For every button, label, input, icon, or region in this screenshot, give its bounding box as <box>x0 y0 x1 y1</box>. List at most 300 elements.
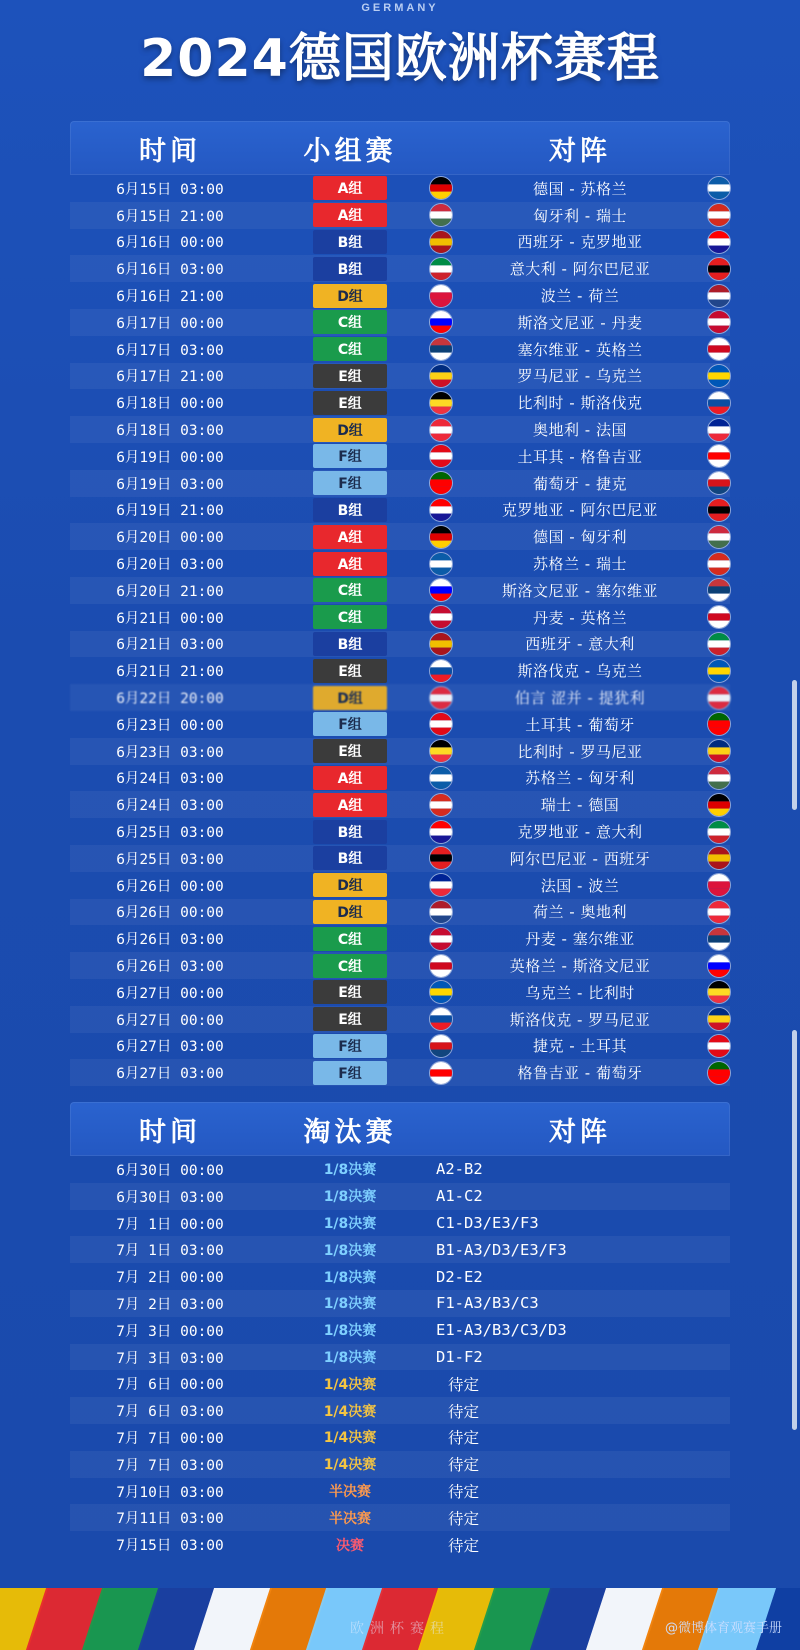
group-badge-cell <box>270 444 430 468</box>
group-badge: A组 <box>313 176 387 200</box>
match-teams: 比利时 - 罗马尼亚 <box>517 742 643 761</box>
table-row[interactable] <box>70 577 730 604</box>
stage-label: 1/8决赛 <box>323 1216 377 1233</box>
stage-label: 1/8决赛 <box>323 1162 377 1179</box>
match-time: 6月21日 03:00 <box>116 637 224 654</box>
match-cell <box>430 258 730 280</box>
flag-icon-home <box>430 579 452 601</box>
match-time: 6月15日 03:00 <box>116 181 224 198</box>
match-time: 6月24日 03:00 <box>116 771 224 788</box>
match-teams: 乌克兰 - 比利时 <box>525 983 635 1002</box>
group-badge-cell <box>270 418 430 442</box>
group-badge-cell <box>270 739 430 763</box>
table-row[interactable] <box>70 416 730 443</box>
table-row[interactable] <box>70 1451 730 1478</box>
match-teams: 波兰 - 荷兰 <box>540 287 620 306</box>
flag-icon-away <box>708 579 730 601</box>
flag-icon-home <box>430 499 452 521</box>
flag-icon-away <box>708 928 730 950</box>
match-time: 6月27日 00:00 <box>116 1012 224 1029</box>
match-teams: 苏格兰 - 瑞士 <box>533 555 627 574</box>
group-badge-cell <box>270 552 430 576</box>
group-badge-cell <box>270 766 430 790</box>
match-pairing: B1-A3/D3/E3/F3 <box>436 1240 567 1259</box>
match-time: 7月 7日 03:00 <box>116 1457 224 1474</box>
match-time: 6月26日 03:00 <box>116 959 224 975</box>
flag-icon-away <box>708 874 730 896</box>
match-time: 6月18日 03:00 <box>116 423 224 440</box>
group-badge: E组 <box>313 391 387 415</box>
table-row[interactable] <box>70 202 730 229</box>
group-badge-cell <box>270 846 430 870</box>
group-rows <box>70 175 730 1086</box>
flag-icon-home <box>430 606 452 628</box>
match-teams: 葡萄牙 - 捷克 <box>533 474 627 493</box>
scrollbar-thumb-lower[interactable] <box>792 1030 797 1430</box>
stage-label: 决赛 <box>336 1537 364 1554</box>
flag-icon-home <box>430 258 452 280</box>
table-row[interactable] <box>70 845 730 872</box>
match-cell <box>430 311 730 333</box>
table-row[interactable] <box>70 1059 730 1086</box>
match-teams: 斯洛伐克 - 罗马尼亚 <box>509 1010 651 1029</box>
table-row[interactable] <box>70 1290 730 1317</box>
match-time: 7月 1日 00:00 <box>116 1216 224 1233</box>
match-teams: 西班牙 - 克罗地亚 <box>517 233 643 252</box>
group-badge: A组 <box>313 793 387 817</box>
flag-icon-away <box>708 713 730 735</box>
table-row[interactable] <box>70 1156 730 1183</box>
group-badge-cell <box>270 230 430 254</box>
match-cell <box>430 392 730 414</box>
match-teams: 土耳其 - 格鲁吉亚 <box>517 447 643 466</box>
knockout-header-stage: 淘汰赛 <box>303 1116 397 1148</box>
table-row[interactable] <box>70 175 730 202</box>
group-badge: F组 <box>313 1061 387 1085</box>
table-row[interactable] <box>70 550 730 577</box>
flag-icon-away <box>708 660 730 682</box>
group-badge-cell <box>270 364 430 388</box>
table-row[interactable] <box>70 765 730 792</box>
table-row[interactable] <box>70 470 730 497</box>
table-row[interactable] <box>70 684 730 711</box>
group-badge: B组 <box>313 257 387 281</box>
match-time: 7月 7日 00:00 <box>116 1430 224 1447</box>
table-row[interactable] <box>70 925 730 952</box>
match-pairing: A1-C2 <box>436 1187 483 1206</box>
match-teams: 西班牙 - 意大利 <box>525 635 635 654</box>
group-badge-cell <box>270 1061 430 1085</box>
stage-label: 1/4决赛 <box>323 1430 377 1447</box>
table-row[interactable] <box>70 952 730 979</box>
match-time: 6月23日 00:00 <box>116 717 224 734</box>
match-teams: 捷克 - 土耳其 <box>533 1037 627 1056</box>
match-time: 7月 1日 03:00 <box>116 1243 224 1260</box>
match-teams: 塞尔维亚 - 英格兰 <box>517 340 643 359</box>
table-row[interactable] <box>70 604 730 631</box>
match-cell <box>430 901 730 923</box>
flag-icon-home <box>430 633 452 655</box>
flag-icon-home <box>430 392 452 414</box>
match-time: 6月30日 03:00 <box>116 1189 224 1206</box>
flag-icon-home <box>430 740 452 762</box>
match-teams: 丹麦 - 塞尔维亚 <box>525 930 635 949</box>
group-badge-cell <box>270 498 430 522</box>
match-teams: 法国 - 波兰 <box>540 876 620 895</box>
group-badge-cell <box>270 980 430 1004</box>
table-row[interactable] <box>70 255 730 282</box>
flag-icon-away <box>708 445 730 467</box>
stage-label: 1/8决赛 <box>323 1269 377 1286</box>
table-row[interactable] <box>70 1006 730 1033</box>
flag-icon-home <box>430 874 452 896</box>
match-teams: 瑞士 - 德国 <box>540 796 620 815</box>
table-row[interactable] <box>70 443 730 470</box>
match-pairing: F1-A3/B3/C3 <box>436 1294 539 1313</box>
flag-icon-home <box>430 794 452 816</box>
match-cell <box>430 767 730 789</box>
flag-icon-away <box>708 499 730 521</box>
match-time: 6月26日 03:00 <box>116 932 224 949</box>
match-cell <box>430 821 730 843</box>
group-badge: D组 <box>313 284 387 308</box>
match-teams: 苏格兰 - 匈牙利 <box>525 769 635 788</box>
match-cell <box>430 231 730 253</box>
scrollbar-thumb-upper[interactable] <box>792 680 797 810</box>
group-badge-cell <box>270 712 430 736</box>
group-badge-cell <box>270 686 430 710</box>
table-row[interactable] <box>70 282 730 309</box>
match-time: 6月30日 00:00 <box>116 1162 224 1179</box>
table-row[interactable] <box>70 1531 730 1558</box>
flag-icon-away <box>708 553 730 575</box>
match-time: 6月20日 03:00 <box>116 557 224 574</box>
match-time: 6月17日 03:00 <box>116 342 224 359</box>
match-time: 6月25日 03:00 <box>116 825 224 842</box>
group-badge: E组 <box>313 980 387 1004</box>
match-cell <box>430 981 730 1003</box>
match-teams: 斯洛伐克 - 乌克兰 <box>517 662 643 681</box>
match-cell <box>430 579 730 601</box>
match-time: 7月15日 03:00 <box>116 1538 224 1555</box>
match-time: 7月11日 03:00 <box>116 1511 224 1528</box>
match-time: 6月27日 00:00 <box>116 985 224 1002</box>
match-time: 6月21日 21:00 <box>116 664 224 681</box>
match-cell <box>430 660 730 682</box>
match-teams: 土耳其 - 葡萄牙 <box>525 715 635 734</box>
table-row[interactable] <box>70 711 730 738</box>
flag-icon-home <box>430 687 452 709</box>
match-teams: 荷兰 - 奥地利 <box>533 903 627 922</box>
group-badge: B组 <box>313 846 387 870</box>
table-row[interactable] <box>70 1424 730 1451</box>
group-badge: D组 <box>313 418 387 442</box>
group-header-stage: 小组赛 <box>303 135 397 167</box>
flag-icon-home <box>430 1062 452 1084</box>
table-row[interactable] <box>70 1236 730 1263</box>
group-badge: E组 <box>313 364 387 388</box>
match-pairing: D2-E2 <box>436 1267 483 1286</box>
match-cell <box>430 633 730 655</box>
flag-icon-away <box>708 258 730 280</box>
group-badge: D组 <box>313 686 387 710</box>
match-time: 7月10日 03:00 <box>116 1484 224 1501</box>
group-badge-cell <box>270 471 430 495</box>
page-title: 2024德国欧洲杯赛程 <box>140 29 660 89</box>
table-row[interactable] <box>70 1397 730 1424</box>
flag-icon-home <box>430 445 452 467</box>
group-badge-cell <box>270 176 430 200</box>
match-time: 6月23日 03:00 <box>116 744 224 761</box>
bottom-bar <box>0 1588 800 1650</box>
match-teams: 伯言 涩并 - 提犹利 <box>514 689 646 708</box>
table-row[interactable] <box>70 979 730 1006</box>
match-time: 6月15日 21:00 <box>116 208 224 225</box>
match-pairing: 待定 <box>448 1483 480 1502</box>
match-time: 7月 6日 00:00 <box>116 1377 224 1394</box>
flag-icon-away <box>708 740 730 762</box>
flag-icon-away <box>708 821 730 843</box>
stage-label: 半决赛 <box>329 1484 371 1501</box>
table-row[interactable] <box>70 872 730 899</box>
knockout-header-match: 对阵 <box>549 1116 611 1148</box>
flag-icon-home <box>430 767 452 789</box>
table-row[interactable] <box>70 818 730 845</box>
table-row[interactable] <box>70 1370 730 1397</box>
match-pairing: A2-B2 <box>436 1160 483 1179</box>
match-cell <box>430 204 730 226</box>
match-cell <box>430 285 730 307</box>
table-row[interactable] <box>70 1317 730 1344</box>
flag-icon-home <box>430 928 452 950</box>
group-badge: B组 <box>313 820 387 844</box>
flag-icon-away <box>708 794 730 816</box>
match-teams: 意大利 - 阿尔巴尼亚 <box>509 260 651 279</box>
table-row[interactable] <box>70 1263 730 1290</box>
table-row[interactable] <box>70 523 730 550</box>
group-badge: E组 <box>313 659 387 683</box>
table-row[interactable] <box>70 229 730 256</box>
group-badge-cell <box>270 1034 430 1058</box>
group-badge-cell <box>270 900 430 924</box>
match-time: 6月16日 21:00 <box>116 289 224 306</box>
match-cell <box>430 874 730 896</box>
knockout-header-time: 时间 <box>139 1116 201 1148</box>
match-time: 6月20日 21:00 <box>116 583 224 600</box>
flag-icon-away <box>708 472 730 494</box>
group-badge: A组 <box>313 525 387 549</box>
table-row[interactable] <box>70 657 730 684</box>
group-badge-cell <box>270 793 430 817</box>
flag-icon-away <box>708 687 730 709</box>
match-time: 6月24日 03:00 <box>116 798 224 815</box>
group-header-match: 对阵 <box>549 135 611 167</box>
table-row[interactable] <box>70 336 730 363</box>
flag-icon-home <box>430 821 452 843</box>
flag-icon-away <box>708 231 730 253</box>
match-time: 6月26日 00:00 <box>116 878 224 895</box>
group-badge: E组 <box>313 1007 387 1031</box>
table-row[interactable] <box>70 791 730 818</box>
group-badge-cell <box>270 203 430 227</box>
table-row[interactable] <box>70 631 730 658</box>
flag-icon-home <box>430 901 452 923</box>
group-table-header <box>70 121 730 175</box>
table-row[interactable] <box>70 1504 730 1531</box>
match-pairing: E1-A3/B3/C3/D3 <box>436 1321 567 1340</box>
flag-icon-away <box>708 1035 730 1057</box>
match-cell <box>430 713 730 735</box>
table-row[interactable] <box>70 497 730 524</box>
match-cell <box>430 794 730 816</box>
stage-label: 1/8决赛 <box>323 1350 377 1367</box>
match-teams: 德国 - 匈牙利 <box>533 528 627 547</box>
match-pairing: 待定 <box>448 1456 480 1475</box>
flag-icon-home <box>430 311 452 333</box>
table-row[interactable] <box>70 309 730 336</box>
match-teams: 罗马尼亚 - 乌克兰 <box>517 367 643 386</box>
table-row[interactable] <box>70 1344 730 1371</box>
group-badge: F组 <box>313 471 387 495</box>
group-badge-cell <box>270 391 430 415</box>
flag-icon-home <box>430 847 452 869</box>
match-time: 6月22日 20:00 <box>116 691 224 708</box>
match-pairing: 待定 <box>448 1429 480 1448</box>
match-time: 6月17日 00:00 <box>116 315 224 332</box>
flag-icon-away <box>708 633 730 655</box>
match-cell <box>430 499 730 521</box>
match-time: 6月21日 00:00 <box>116 610 224 627</box>
match-time: 6月19日 21:00 <box>116 503 224 520</box>
match-cell <box>430 687 730 709</box>
group-badge: A组 <box>313 766 387 790</box>
knockout-table <box>70 1102 730 1558</box>
flag-icon-home <box>430 365 452 387</box>
group-badge-cell <box>270 954 430 978</box>
table-row[interactable] <box>70 738 730 765</box>
center-watermark: 欧洲杯赛程 <box>350 1620 450 1636</box>
flag-icon-away <box>708 901 730 923</box>
match-pairing: 待定 <box>448 1509 480 1528</box>
match-pairing: D1-F2 <box>436 1348 483 1367</box>
flag-icon-away <box>708 981 730 1003</box>
stage-label: 1/8决赛 <box>323 1242 377 1259</box>
group-badge-cell <box>270 605 430 629</box>
flag-icon-away <box>708 177 730 199</box>
group-badge-cell <box>270 820 430 844</box>
group-badge-cell <box>270 310 430 334</box>
group-badge: C组 <box>313 310 387 334</box>
group-badge: D组 <box>313 873 387 897</box>
stage-label: 1/4决赛 <box>323 1376 377 1393</box>
match-teams: 克罗地亚 - 阿尔巴尼亚 <box>502 501 658 520</box>
match-time: 6月19日 00:00 <box>116 449 224 466</box>
flag-icon-away <box>708 365 730 387</box>
match-time: 7月 2日 00:00 <box>116 1270 224 1287</box>
stage-label: 1/8决赛 <box>323 1296 377 1313</box>
flag-icon-home <box>430 338 452 360</box>
match-cell <box>430 1035 730 1057</box>
match-time: 6月26日 00:00 <box>116 905 224 922</box>
flag-icon-away <box>708 847 730 869</box>
match-teams: 比利时 - 斯洛伐克 <box>517 394 643 413</box>
match-teams: 奥地利 - 法国 <box>533 421 627 440</box>
group-badge-cell <box>270 257 430 281</box>
flag-icon-away <box>708 392 730 414</box>
table-row[interactable] <box>70 363 730 390</box>
match-cell <box>430 740 730 762</box>
match-pairing: 待定 <box>448 1375 480 1394</box>
table-row[interactable] <box>70 1478 730 1505</box>
group-badge: A组 <box>313 552 387 576</box>
table-row[interactable] <box>70 1210 730 1237</box>
group-badge: B组 <box>313 230 387 254</box>
group-badge: C组 <box>313 954 387 978</box>
flag-icon-home <box>430 419 452 441</box>
flag-icon-home <box>430 204 452 226</box>
flag-icon-away <box>708 1008 730 1030</box>
group-badge-cell <box>270 632 430 656</box>
flag-icon-away <box>708 204 730 226</box>
stage-label: 1/4决赛 <box>323 1457 377 1474</box>
match-time: 6月16日 03:00 <box>116 262 224 279</box>
group-badge: E组 <box>313 739 387 763</box>
match-time: 6月19日 03:00 <box>116 476 224 493</box>
group-badge: D组 <box>313 900 387 924</box>
match-cell <box>430 445 730 467</box>
group-badge-cell <box>270 578 430 602</box>
flag-icon-home <box>430 231 452 253</box>
group-badge: F组 <box>313 1034 387 1058</box>
match-cell <box>430 955 730 977</box>
table-row[interactable] <box>70 899 730 926</box>
match-teams: 匈牙利 - 瑞士 <box>533 206 627 225</box>
match-pairing: C1-D3/E3/F3 <box>436 1214 539 1233</box>
match-cell <box>430 847 730 869</box>
group-badge: C组 <box>313 337 387 361</box>
match-time: 6月27日 03:00 <box>116 1039 224 1056</box>
match-time: 6月16日 00:00 <box>116 235 224 252</box>
match-cell <box>430 606 730 628</box>
match-pairing: 待定 <box>448 1402 480 1421</box>
group-stage-table <box>70 121 730 1086</box>
group-badge: C组 <box>313 605 387 629</box>
match-teams: 斯洛文尼亚 - 塞尔维亚 <box>502 581 658 600</box>
flag-icon-home <box>430 981 452 1003</box>
match-cell <box>430 526 730 548</box>
match-teams: 丹麦 - 英格兰 <box>533 608 627 627</box>
match-time: 6月27日 03:00 <box>116 1066 224 1083</box>
flag-icon-home <box>430 955 452 977</box>
match-cell <box>430 419 730 441</box>
group-badge: C组 <box>313 927 387 951</box>
match-time: 6月25日 03:00 <box>116 851 224 868</box>
group-badge: C组 <box>313 578 387 602</box>
match-cell <box>430 1062 730 1084</box>
match-cell <box>430 177 730 199</box>
table-row[interactable] <box>70 1033 730 1060</box>
flag-icon-away <box>708 606 730 628</box>
group-header-time: 时间 <box>139 135 201 167</box>
stage-label: 1/8决赛 <box>323 1189 377 1206</box>
group-badge-cell <box>270 1007 430 1031</box>
table-row[interactable] <box>70 389 730 416</box>
group-badge: B组 <box>313 632 387 656</box>
match-pairing: 待定 <box>448 1536 480 1555</box>
table-row[interactable] <box>70 1183 730 1210</box>
group-badge: F组 <box>313 712 387 736</box>
match-time: 7月 6日 03:00 <box>116 1404 224 1421</box>
